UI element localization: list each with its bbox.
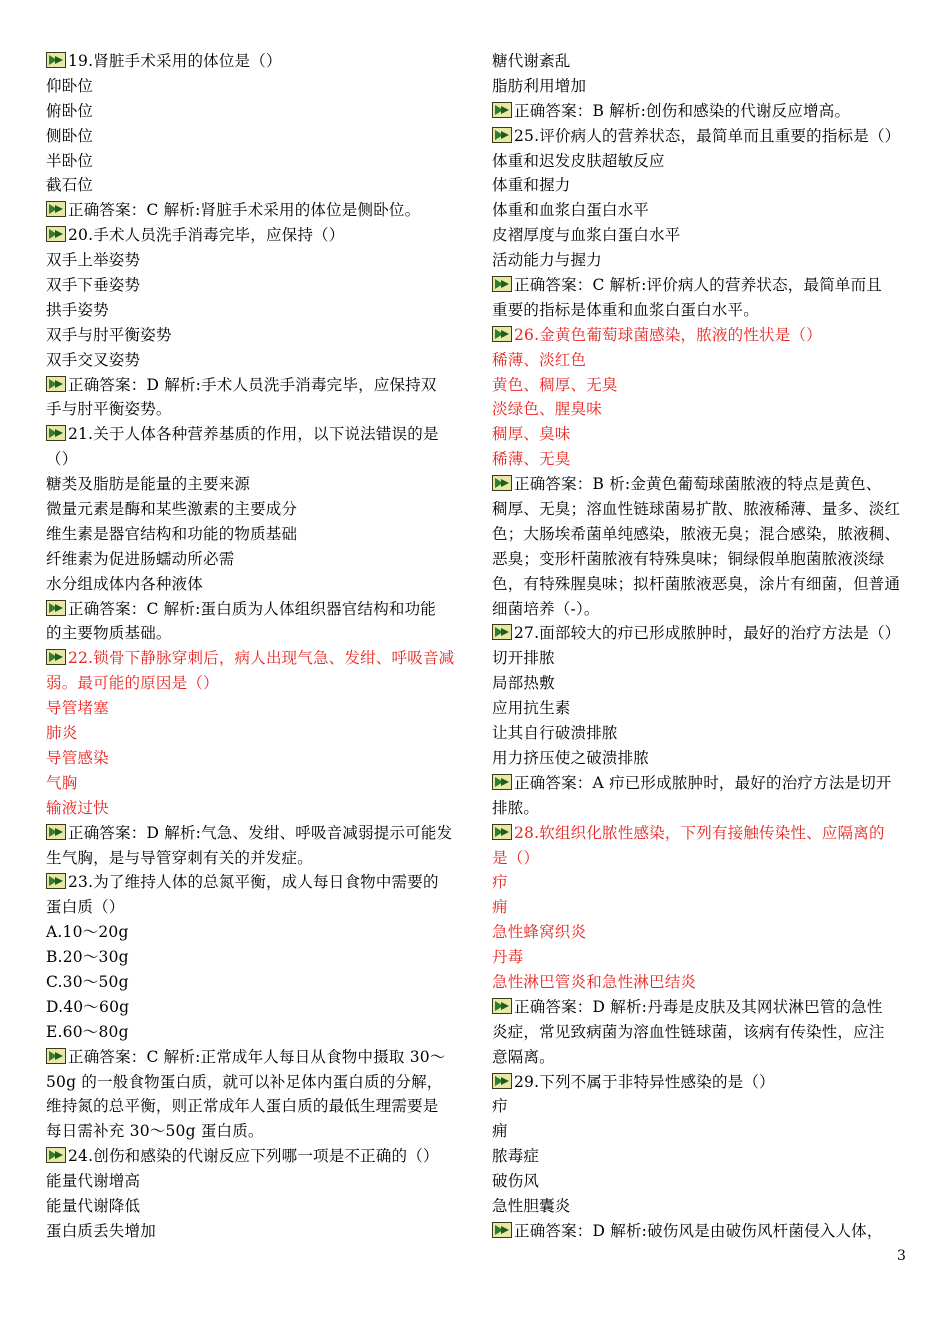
text-line — [492, 1219, 906, 1244]
text-line — [46, 472, 460, 497]
text-line — [492, 49, 906, 74]
line-text: 蛋白质丢失增加 — [46, 1221, 156, 1240]
text-line — [46, 447, 460, 472]
text-line — [46, 1070, 460, 1095]
line-text: 半卧位 — [46, 151, 94, 170]
text-line — [46, 721, 460, 746]
text-line — [46, 945, 460, 970]
text-line — [492, 273, 906, 298]
question-marker-icon — [46, 599, 66, 615]
text-line — [492, 547, 906, 572]
line-text: 双手交叉姿势 — [46, 350, 141, 369]
line-text: 正确答案：A 疖已形成脓肿时，最好的治疗方法是切开 — [514, 773, 892, 792]
text-line — [46, 397, 460, 422]
text-line — [492, 1070, 906, 1095]
text-line — [46, 298, 460, 323]
line-text: 黄色、稠厚、无臭 — [492, 375, 618, 394]
left-column — [46, 49, 460, 1244]
text-line — [492, 373, 906, 398]
question-marker-icon — [492, 325, 512, 341]
question-marker-icon — [492, 275, 512, 291]
text-line — [46, 1020, 460, 1045]
line-text: 29.下列不属于非特异性感染的是（） — [514, 1072, 775, 1091]
line-text: （） — [46, 450, 78, 469]
line-text: 色，有特殊腥臭味；拟杆菌脓液恶臭，涂片有细菌，但普通 — [492, 574, 901, 593]
line-text: 26.金黄色葡萄球菌感染，脓液的性状是（） — [514, 325, 822, 344]
line-text: 疖 — [492, 1097, 508, 1116]
text-line — [492, 1144, 906, 1169]
text-line — [492, 1094, 906, 1119]
text-line — [46, 273, 460, 298]
line-text: 淡绿色、腥臭味 — [492, 400, 602, 419]
line-text: 脓毒症 — [492, 1147, 540, 1166]
question-marker-icon — [46, 424, 66, 440]
line-text: 局部热敷 — [492, 674, 555, 693]
line-text: 疖 — [492, 873, 508, 892]
text-line — [46, 422, 460, 447]
line-text: 破伤风 — [492, 1172, 540, 1191]
line-text: 50g 的一般食物蛋白质，就可以补足体内蛋白质的分解， — [46, 1072, 443, 1091]
text-line — [492, 348, 906, 373]
text-line — [46, 348, 460, 373]
text-line — [46, 373, 460, 398]
text-line — [46, 522, 460, 547]
text-line — [492, 124, 906, 149]
text-line — [492, 74, 906, 99]
text-line — [46, 621, 460, 646]
text-line — [492, 646, 906, 671]
question-marker-icon — [46, 375, 66, 391]
text-line — [492, 522, 906, 547]
line-text: 气胸 — [46, 773, 78, 792]
text-line — [492, 621, 906, 646]
text-line — [492, 1119, 906, 1144]
text-line — [492, 721, 906, 746]
line-text: E.60～80g — [46, 1022, 129, 1041]
text-line — [492, 1169, 906, 1194]
line-text: 急性蜂窝织炎 — [492, 923, 587, 942]
line-text: 俯卧位 — [46, 101, 94, 120]
line-text: 急性胆囊炎 — [492, 1196, 571, 1215]
line-text: 23.为了维持人体的总氮平衡，成人每日食物中需要的 — [68, 873, 439, 892]
text-line — [492, 597, 906, 622]
text-line — [492, 397, 906, 422]
line-text: 侧卧位 — [46, 126, 94, 145]
text-line — [492, 422, 906, 447]
line-text: 22.锁骨下静脉穿刺后，病人出现气急、发绀、呼吸音减 — [68, 649, 455, 668]
question-marker-icon — [492, 126, 512, 142]
text-line — [46, 248, 460, 273]
line-text: 意隔离。 — [492, 1047, 555, 1066]
line-text: 维生素是器官结构和功能的物质基础 — [46, 524, 298, 543]
text-line — [492, 173, 906, 198]
line-text: 正确答案：C 解析:正常成年人每日从食物中摄取 30～ — [68, 1047, 446, 1066]
text-line — [46, 796, 460, 821]
line-text: 纤维素为促进肠蠕动所必需 — [46, 549, 235, 568]
line-text: A.10～20g — [46, 923, 129, 942]
text-line — [492, 870, 906, 895]
text-line — [46, 124, 460, 149]
question-marker-icon — [492, 1221, 512, 1237]
line-text: 25.评价病人的营养状态，最简单而且重要的指标是（） — [514, 126, 901, 145]
line-text: 维持氮的总平衡，则正常成年人蛋白质的最低生理需要是 — [46, 1097, 439, 1116]
text-line — [492, 970, 906, 995]
line-text: B.20～30g — [46, 948, 129, 967]
line-text: 27.面部较大的疖已形成脓肿时，最好的治疗方法是（） — [514, 624, 901, 643]
line-text: 能量代谢降低 — [46, 1196, 141, 1215]
line-text: 双手下垂姿势 — [46, 276, 141, 295]
text-line — [46, 49, 460, 74]
line-text: 正确答案：C 解析:评价病人的营养状态，最简单而且 — [514, 276, 883, 295]
line-text: D.40～60g — [46, 997, 130, 1016]
line-text: 生气胸，是与导管穿刺有关的并发症。 — [46, 848, 313, 867]
line-text: 急性淋巴管炎和急性淋巴结炎 — [492, 972, 697, 991]
text-line — [492, 99, 906, 124]
line-text: 正确答案：B 析:金黄色葡萄球菌脓液的特点是黄色、 — [514, 475, 882, 494]
text-line — [492, 945, 906, 970]
line-text: 正确答案：D 解析:丹毒是皮肤及其网状淋巴管的急性 — [514, 997, 883, 1016]
text-line — [492, 248, 906, 273]
text-line — [46, 173, 460, 198]
line-text: 稠厚、无臭；溶血性链球菌易扩散、脓液稀薄、量多、淡红 — [492, 500, 901, 519]
text-line — [46, 1045, 460, 1070]
text-line — [492, 821, 906, 846]
question-marker-icon — [492, 474, 512, 490]
line-text: 体重和迟发皮肤超敏反应 — [492, 151, 665, 170]
text-line — [46, 970, 460, 995]
text-line — [492, 298, 906, 323]
text-line — [46, 995, 460, 1020]
line-text: 微量元素是酶和某些激素的主要成分 — [46, 500, 298, 519]
question-marker-icon — [46, 200, 66, 216]
line-text: 双手与肘平衡姿势 — [46, 325, 172, 344]
text-line — [492, 223, 906, 248]
line-text: 手与肘平衡姿势。 — [46, 400, 172, 419]
line-text: 导管堵塞 — [46, 699, 109, 718]
line-text: 是（） — [492, 848, 540, 867]
line-text: 糖代谢紊乱 — [492, 52, 571, 70]
line-text: 弱。最可能的原因是（） — [46, 674, 219, 693]
line-text: 正确答案：C 解析:蛋白质为人体组织器官结构和功能 — [68, 599, 437, 618]
line-text: 细菌培养（-）。 — [492, 599, 600, 618]
text-line — [46, 870, 460, 895]
right-column — [492, 49, 906, 1244]
text-line — [46, 1219, 460, 1244]
line-text: 切开排脓 — [492, 649, 555, 668]
line-text: 应用抗生素 — [492, 699, 571, 718]
line-text: 19.肾脏手术采用的体位是（） — [68, 52, 282, 70]
text-line — [46, 323, 460, 348]
line-text: 正确答案：B 解析:创伤和感染的代谢反应增高。 — [514, 101, 851, 120]
line-text: 正确答案：D 解析:手术人员洗手消毒完毕，应保持双 — [68, 375, 437, 394]
line-text: 24.创伤和感染的代谢反应下列哪一项是不正确的（） — [68, 1147, 439, 1166]
line-text: C.30～50g — [46, 972, 129, 991]
question-marker-icon — [492, 623, 512, 639]
text-line — [46, 696, 460, 721]
line-text: 稠厚、臭味 — [492, 425, 571, 444]
line-text: 的主要物质基础。 — [46, 624, 172, 643]
text-line — [46, 895, 460, 920]
question-marker-icon — [492, 997, 512, 1013]
question-marker-icon — [46, 1047, 66, 1063]
text-line — [46, 920, 460, 945]
question-marker-icon — [46, 225, 66, 241]
line-text: 正确答案：D 解析:破伤风是由破伤风杆菌侵入人体， — [514, 1221, 883, 1240]
line-text: 稀薄、淡红色 — [492, 350, 587, 369]
line-text: 拱手姿势 — [46, 300, 109, 319]
text-line — [492, 1045, 906, 1070]
line-text: 体重和握力 — [492, 176, 571, 195]
question-marker-icon — [46, 1146, 66, 1162]
question-marker-icon — [46, 823, 66, 839]
line-text: 色；大肠埃希菌单纯感染，脓液无臭；混合感染，脓液稠、 — [492, 524, 901, 543]
text-line — [46, 497, 460, 522]
text-line — [492, 472, 906, 497]
text-line — [492, 895, 906, 920]
text-line — [46, 99, 460, 124]
line-text: 用力挤压使之破溃排脓 — [492, 748, 650, 767]
line-text: 让其自行破溃排脓 — [492, 724, 618, 743]
text-line — [46, 572, 460, 597]
text-line — [46, 1169, 460, 1194]
text-line — [492, 572, 906, 597]
line-text: 稀薄、无臭 — [492, 450, 571, 469]
line-text: 痈 — [492, 1122, 508, 1141]
text-line — [492, 696, 906, 721]
line-text: 脂肪利用增加 — [492, 76, 587, 95]
line-text: 体重和血浆白蛋白水平 — [492, 201, 650, 220]
text-line — [492, 1020, 906, 1045]
line-text: 炎症，常见致病菌为溶血性链球菌，该病有传染性，应注 — [492, 1022, 885, 1041]
line-text: 正确答案：C 解析:肾脏手术采用的体位是侧卧位。 — [68, 201, 421, 220]
line-text: 恶臭；变形杆菌脓液有特殊臭味；铜绿假单胞菌脓液淡绿 — [492, 549, 885, 568]
line-text: 仰卧位 — [46, 76, 94, 95]
text-line — [46, 1194, 460, 1219]
text-line — [492, 671, 906, 696]
line-text: 每日需补充 30～50g 蛋白质。 — [46, 1122, 264, 1141]
line-text: 丹毒 — [492, 948, 524, 967]
line-text: 28.软组织化脓性感染，下列有接触传染性、应隔离的 — [514, 823, 885, 842]
text-line — [492, 447, 906, 472]
line-text: 糖类及脂肪是能量的主要来源 — [46, 475, 251, 494]
line-text: 正确答案：D 解析:气急、发绀、呼吸音减弱提示可能发 — [68, 823, 453, 842]
line-text: 肺炎 — [46, 724, 78, 743]
text-line — [492, 497, 906, 522]
text-line — [492, 198, 906, 223]
text-line — [46, 846, 460, 871]
text-line — [46, 746, 460, 771]
text-line — [492, 323, 906, 348]
text-line — [46, 1119, 460, 1144]
text-line — [46, 547, 460, 572]
text-line — [492, 796, 906, 821]
line-text: 双手上举姿势 — [46, 251, 141, 270]
text-line — [492, 149, 906, 174]
page-number: 3 — [897, 1248, 906, 1264]
line-text: 水分组成体内各种液体 — [46, 574, 204, 593]
text-line — [492, 920, 906, 945]
text-line — [46, 223, 460, 248]
text-line — [46, 1144, 460, 1169]
text-line — [46, 597, 460, 622]
text-line — [46, 149, 460, 174]
question-marker-icon — [492, 101, 512, 117]
line-text: 重要的指标是体重和血浆白蛋白水平。 — [492, 300, 759, 319]
line-text: 活动能力与握力 — [492, 251, 602, 270]
text-line — [46, 671, 460, 696]
question-marker-icon — [492, 823, 512, 839]
line-text: 输液过快 — [46, 798, 109, 817]
question-marker-icon — [46, 872, 66, 888]
text-line — [46, 1094, 460, 1119]
line-text: 21.关于人体各种营养基质的作用，以下说法错误的是 — [68, 425, 439, 444]
text-line — [46, 771, 460, 796]
text-line — [492, 846, 906, 871]
question-marker-icon — [492, 773, 512, 789]
text-line — [46, 74, 460, 99]
line-text: 截石位 — [46, 176, 94, 195]
line-text: 能量代谢增高 — [46, 1172, 141, 1191]
text-line — [46, 198, 460, 223]
text-line — [492, 995, 906, 1020]
line-text: 排脓。 — [492, 798, 540, 817]
question-marker-icon — [46, 51, 66, 67]
text-line — [492, 771, 906, 796]
text-line — [492, 746, 906, 771]
text-line — [492, 1194, 906, 1219]
line-text: 蛋白质（） — [46, 898, 125, 917]
line-text: 皮褶厚度与血浆白蛋白水平 — [492, 226, 681, 245]
line-text: 20.手术人员洗手消毒完毕，应保持（） — [68, 226, 345, 245]
question-marker-icon — [46, 648, 66, 664]
line-text: 导管感染 — [46, 748, 109, 767]
text-line — [46, 821, 460, 846]
question-marker-icon — [492, 1072, 512, 1088]
line-text: 痈 — [492, 898, 508, 917]
text-line — [46, 646, 460, 671]
